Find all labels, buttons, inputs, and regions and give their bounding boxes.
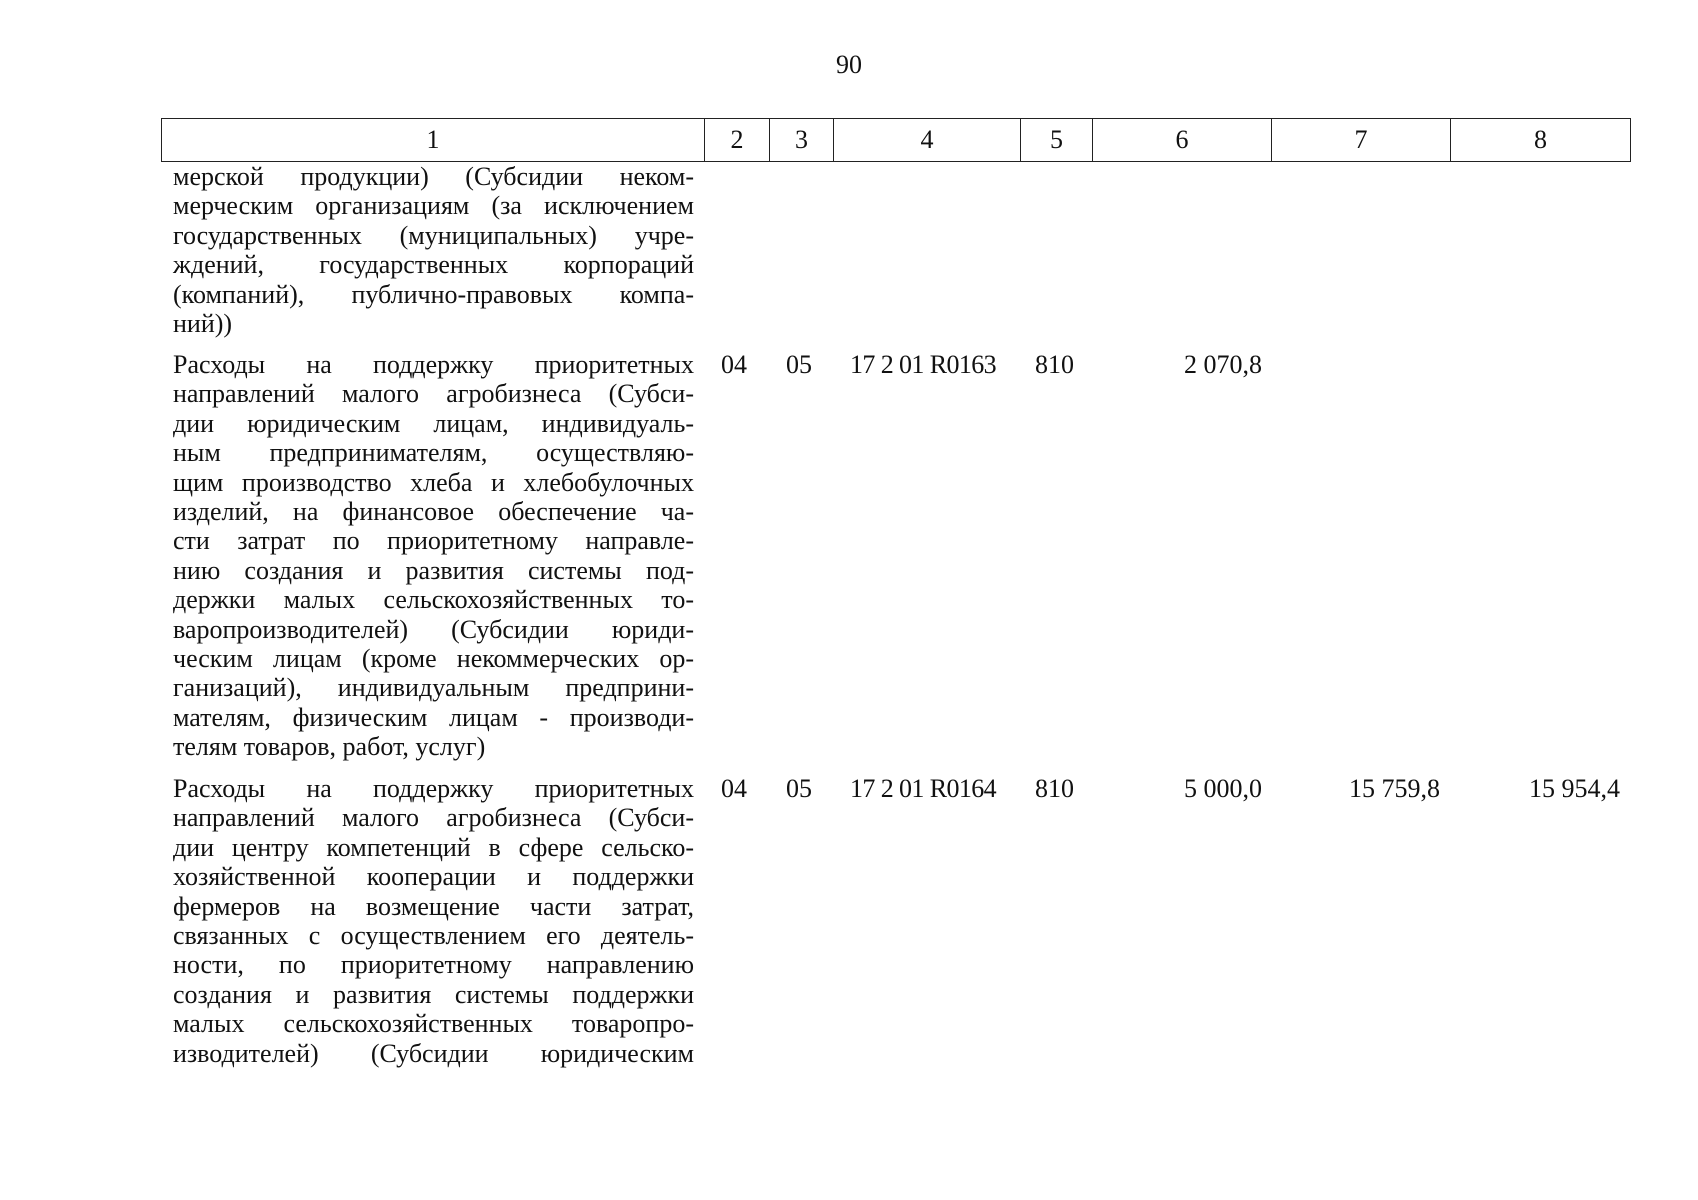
cell-target-code: 17 2 01 R0163 <box>850 350 997 379</box>
description-line: варопроизводителей) (Субсидии юриди- <box>173 614 694 644</box>
description-line: щим производство хлеба и хлебобулочных <box>173 467 694 497</box>
description-line: изводителей) (Субсидии юридическим <box>173 1038 694 1068</box>
description-line: направлений малого агробизнеса (Субси- <box>173 379 694 409</box>
cell-section: 04 <box>721 774 747 803</box>
row-description <box>173 162 694 338</box>
row-description <box>173 774 694 1068</box>
table-header <box>161 118 1631 162</box>
header-col-6: 6 <box>1093 119 1272 162</box>
description-line: дии центру компетенций в сфере сельско- <box>173 832 694 862</box>
description-line: государственных (муниципальных) учре- <box>173 220 694 250</box>
description-line: дии юридическим лицам, индивидуаль- <box>173 408 694 438</box>
description-line: ным предпринимателям, осуществляю- <box>173 438 694 468</box>
cell-expense-type: 810 <box>1035 774 1074 803</box>
cell-subsection: 05 <box>786 774 812 803</box>
cell-amount-col7: 15 759,8 <box>1349 774 1440 803</box>
description-line: изделий, на финансовое обеспечение ча- <box>173 497 694 527</box>
row-description <box>173 350 694 762</box>
header-col-8: 8 <box>1451 119 1631 162</box>
cell-amount-col6: 5 000,0 <box>1184 774 1262 803</box>
cell-amount-col6: 2 070,8 <box>1184 350 1262 379</box>
description-line: мерческим организациям (за исключением <box>173 191 694 221</box>
description-line: сти затрат по приоритетному направле- <box>173 526 694 556</box>
cell-section: 04 <box>721 350 747 379</box>
description-line: ности, по приоритетному направлению <box>173 950 694 980</box>
description-line: телям товаров, работ, услуг) <box>173 732 486 762</box>
description-line: направлений малого агробизнеса (Субси- <box>173 803 694 833</box>
description-line: связанных с осуществлением его деятель- <box>173 921 694 951</box>
cell-subsection: 05 <box>786 350 812 379</box>
description-line: нию создания и развития системы под- <box>173 555 694 585</box>
cell-amount-col8: 15 954,4 <box>1529 774 1620 803</box>
page-number: 90 <box>836 50 862 79</box>
description-line: ний)) <box>173 309 233 339</box>
description-line: хозяйственной кооперации и поддержки <box>173 862 694 892</box>
description-line: мерской продукции) (Субсидии неком- <box>173 162 694 191</box>
description-line: ждений, государственных корпораций <box>173 250 694 280</box>
description-line: Расходы на поддержку приоритетных <box>173 350 694 379</box>
description-line: создания и развития системы поддержки <box>173 979 694 1009</box>
description-line: Расходы на поддержку приоритетных <box>173 774 694 803</box>
description-line: мателям, физическим лицам - производи- <box>173 702 694 732</box>
cell-target-code: 17 2 01 R0164 <box>850 774 997 803</box>
description-line: ческим лицам (кроме некоммерческих ор- <box>173 644 694 674</box>
header-col-2: 2 <box>705 119 770 162</box>
description-line: (компаний), публично-правовых компа- <box>173 279 694 309</box>
header-col-3: 3 <box>770 119 834 162</box>
header-col-1: 1 <box>162 119 705 162</box>
header-col-4: 4 <box>834 119 1021 162</box>
description-line: держки малых сельскохозяйственных то- <box>173 585 694 615</box>
header-col-7: 7 <box>1272 119 1451 162</box>
description-line: малых сельскохозяйственных товаропро- <box>173 1009 694 1039</box>
description-line: фермеров на возмещение части затрат, <box>173 891 694 921</box>
description-line: ганизаций), индивидуальным предприни- <box>173 673 694 703</box>
header-col-5: 5 <box>1021 119 1093 162</box>
cell-expense-type: 810 <box>1035 350 1074 379</box>
